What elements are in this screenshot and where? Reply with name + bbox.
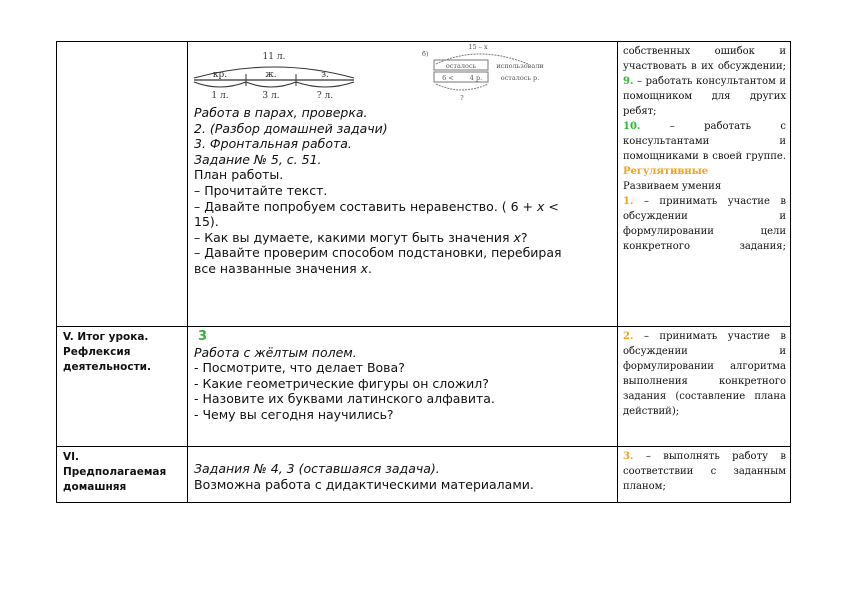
skill-item [623,329,786,419]
skill-text: – работать консультантом и помощником для других ребят; [623,76,786,117]
section-title-regulative: Регулятивные [623,166,709,177]
check-line-2 [194,261,613,277]
question-line [194,230,613,246]
stage-title: VI. Предполагаемая домашняя [63,451,167,493]
skill-item [623,194,786,254]
skill-text: – выполнять работу в соответствии с заданным планом; [623,451,786,492]
segment-diagram-left [194,52,354,101]
activity-line: – Прочитайте текст. [194,182,328,198]
question-text: – Как вы думаете, какими могут быть значения [194,229,514,245]
table-row [57,447,791,503]
diagram-right-label: б) [422,50,429,58]
variable-x: x [513,229,521,245]
skill-item [623,74,786,119]
check-text: все названные значения [194,260,361,276]
activity-cell [188,327,618,447]
skill-text: – принимать участие в обсуждении и формулировании цели конкретного задания; [623,196,786,252]
skills-cell [618,447,791,503]
diagram-seg-3: з. [321,70,329,80]
diagram-seg-1: кр. [212,70,228,80]
inequality-line [194,199,613,215]
diagram-right-sub-mid: 4 р. [469,74,483,82]
task-title: Работа с жёлтым полем. [194,344,357,360]
skill-number: 9. [623,76,634,87]
diagram-right-bottom: ? [460,94,464,102]
stage-title: V. Итог урока. Рефлексия деятельности. [63,331,152,373]
variable-x: x [360,260,369,276]
stage-cell [57,447,188,503]
activity-line: 3. Фронтальная работа. [194,136,352,152]
question-line: - Чему вы сегодня научились? [194,406,394,422]
lesson-table [56,41,791,503]
check-line: – Давайте проверим способом подстановки, перебирая [194,245,562,261]
stage-cell-empty [57,42,188,327]
diagram-right-sub-left: 6 < [442,74,454,82]
activity-cell [188,42,618,327]
question-line: - Посмотрите, что делает Вова? [194,360,405,376]
develop-skills-label: Развиваем умения [623,181,722,192]
skill-item: собственных ошибок и участвовать в их обсуждении; [623,46,786,72]
diagram-val-1: 1 л. [211,91,229,101]
diagram-right-sub-right: осталось р. [500,74,540,82]
skill-item [623,119,786,164]
table-row [57,327,791,447]
skills-cell [618,42,791,327]
task-number: 3 [198,329,208,344]
skill-number: 2. [623,331,634,342]
segment-diagram-right [422,43,544,102]
table-row [57,42,791,327]
skill-text: – работать с консультантами и помощниками в своей группе. [623,121,786,162]
inequality-text: – Давайте попробуем составить неравенство. ( 6 + [194,198,537,214]
homework-note: Возможна работа с дидактическими материалами. [194,476,534,492]
activity-line: План работы. [194,167,284,183]
diagram-right-top: 15 – x [468,43,488,51]
diagram-right-box-right: использовали [496,62,544,70]
skill-number: 1. [623,196,634,207]
question-line: - Назовите их буквами латинского алфавита. [194,391,495,407]
homework-task: Задания № 4, 3 (оставшаяся задача). [194,461,440,476]
skill-number: 3. [623,451,634,462]
question-line: - Какие геометрические фигуры он сложил? [194,375,489,391]
segment-diagrams [188,42,616,104]
period: . [368,260,373,276]
diagram-seg-2: ж. [265,70,277,80]
activity-cell [188,447,618,503]
diagram-val-3: ? л. [316,91,334,101]
diagram-right-box-left: осталось [445,62,477,70]
activity-line: Задание № 5, с. 51. [194,151,322,167]
skill-text: – принимать участие в обсуждении и формулировании алгоритма выполнения конкретного задания (составление плана действий); [623,331,786,417]
question-mark: ? [520,229,528,245]
inequality-sign: < [544,198,559,214]
skill-item [623,449,786,494]
skills-cell [618,327,791,447]
activity-line: 2. (Разбор домашней задачи) [194,120,388,136]
variable-x: x [537,198,545,214]
inequality-line-2: 15). [194,214,219,230]
diagram-total: 11 л. [262,52,286,62]
stage-cell [57,327,188,447]
diagram-val-2: 3 л. [262,91,280,101]
activity-line: Работа в парах, проверка. [194,105,368,120]
skill-number: 10. [623,121,641,132]
